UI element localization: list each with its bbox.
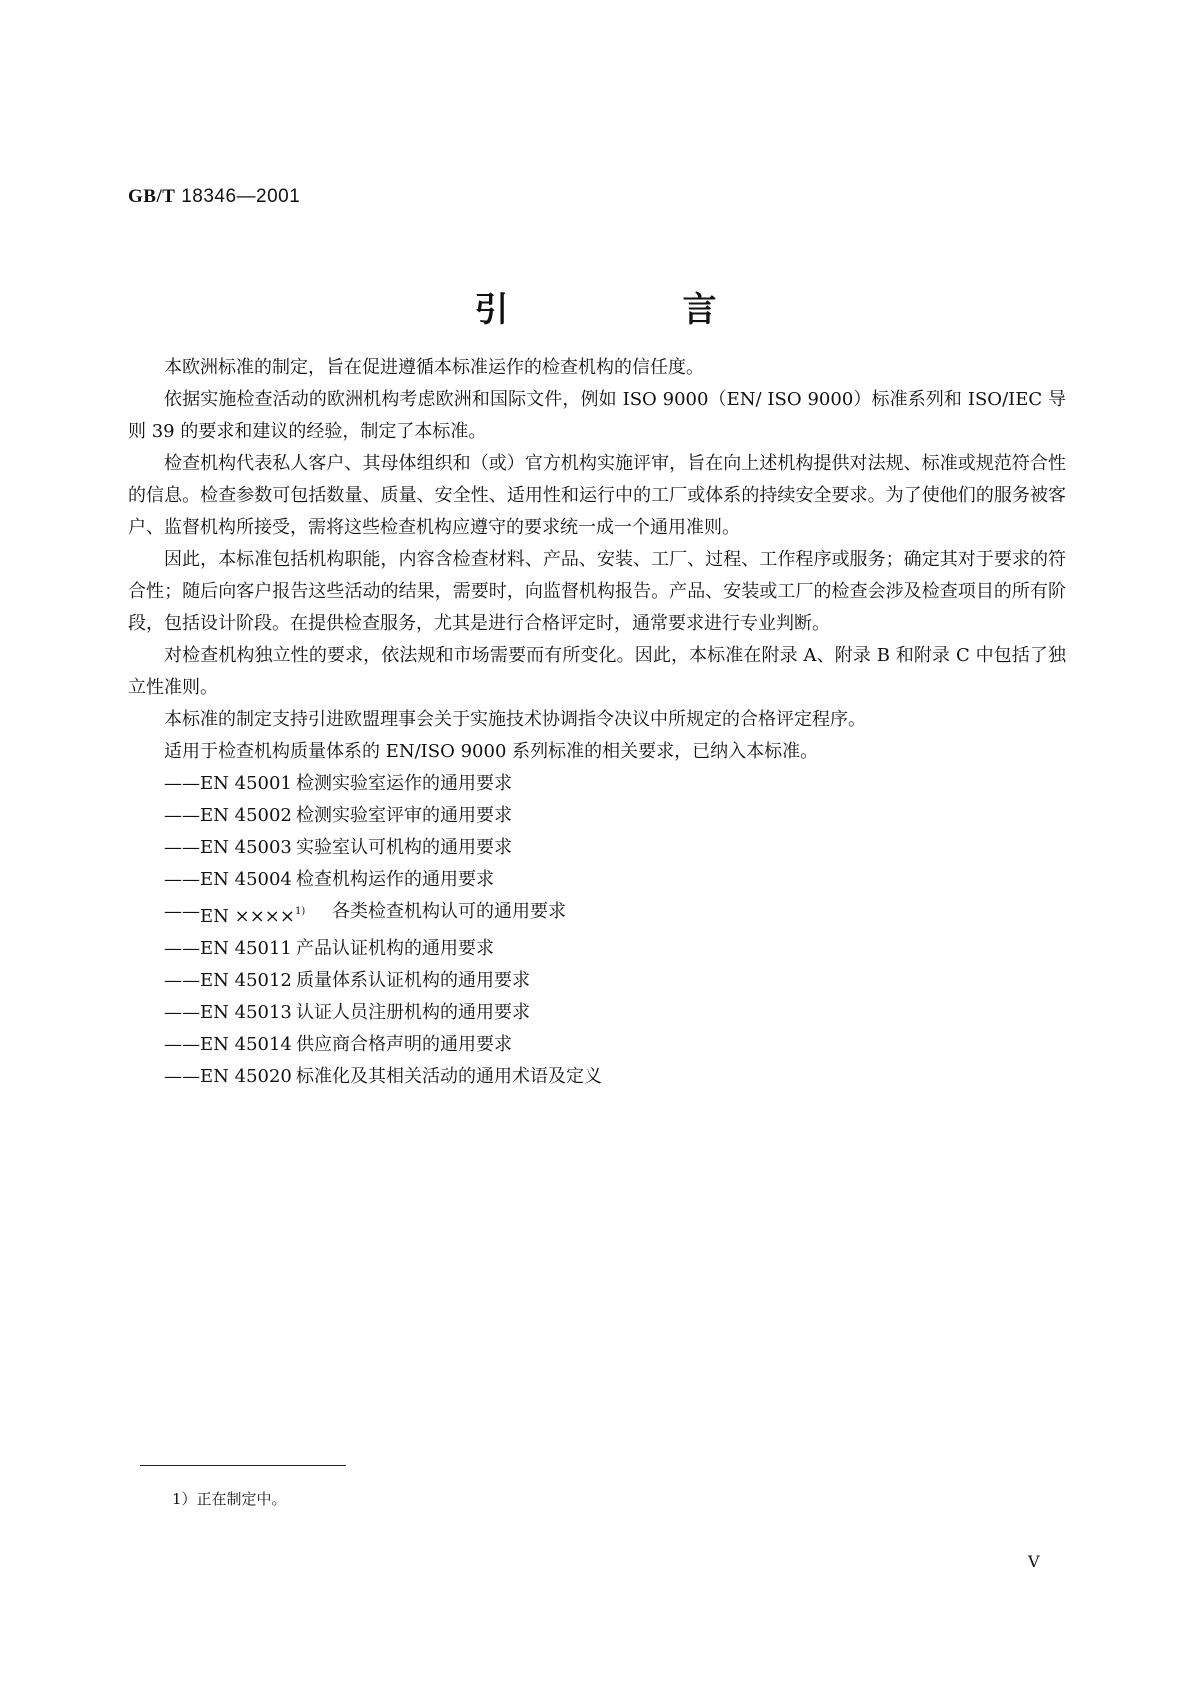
standard-code: GB/T [128,186,176,207]
standard-id: EN 45004 [200,869,292,890]
list-item [128,832,1066,864]
page-number: V [1028,1552,1040,1571]
list-dash: —— [164,869,200,890]
list-item [128,965,1066,997]
standard-id [200,896,332,933]
standard-id: EN 45013 [200,1002,292,1023]
list-item [128,997,1066,1029]
standard-title: 产品认证机构的通用要求 [296,938,494,959]
body-text [128,352,1066,1093]
paragraph: 本欧洲标准的制定，旨在促进遵循本标准运作的检查机构的信任度。 [164,357,704,378]
standard-title: 认证人员注册机构的通用要求 [296,1002,530,1023]
list-dash: —— [164,837,200,858]
standard-title: 质量体系认证机构的通用要求 [296,970,530,991]
footnote-divider [140,1465,346,1466]
standard-title: 各类检查机构认可的通用要求 [332,901,566,922]
standard-id: EN 45011 [200,938,292,959]
paragraph: 本标准的制定支持引进欧盟理事会关于实施技术协调指令决议中所规定的合格评定程序。 [164,709,866,730]
standard-id: EN 45020 [200,1066,292,1087]
list-item [128,896,1066,933]
standard-id: EN 45014 [200,1034,292,1055]
list-item [128,1061,1066,1093]
footnote-marker: 1) [294,906,306,917]
list-dash: —— [164,773,200,794]
list-item [128,1029,1066,1061]
standard-header [128,186,300,208]
list-item [128,800,1066,832]
standard-number: 18346—2001 [181,186,301,207]
list-item [128,768,1066,800]
list-dash: —— [164,970,200,991]
paragraph: 检查机构代表私人客户、其母体组织和（或）官方机构实施评审，旨在向上述机构提供对法规、标准或规范符合性的信息。检查参数可包括数量、质量、安全性、适用性和运行中的工厂或体系的持续安全要求。为了使他们的服务被客户、监督机构所接受，需将这些检查机构应遵守的要求统一成一个通用准则。 [128,453,1066,538]
list-item [128,933,1066,965]
standard-title: 检测实验室运作的通用要求 [296,773,512,794]
list-dash: —— [164,805,200,826]
paragraph: 对检查机构独立性的要求，依法规和市场需要而有所变化。因此，本标准在附录 A、附录 B 和附录 C 中包括了独立性准则。 [128,645,1066,698]
paragraph: 依据实施检查活动的欧洲机构考虑欧洲和国际文件，例如 ISO 9000（EN/ ISO 9000）标准系列和 ISO/IEC 导则 39 的要求和建议的经验，制定了本标准。 [128,389,1066,442]
standard-title: 标准化及其相关活动的通用术语及定义 [296,1066,602,1087]
paragraph: 适用于检查机构质量体系的 EN/ISO 9000 系列标准的相关要求，已纳入本标准。 [164,741,819,762]
list-dash: —— [164,1002,200,1023]
standard-id: EN 45012 [200,970,292,991]
standard-title: 实验室认可机构的通用要求 [296,837,512,858]
footnote: 1）正在制定中。 [172,1490,287,1508]
standards-list [128,768,1066,1093]
list-dash: —— [164,1066,200,1087]
standard-id: EN 45001 [200,773,292,794]
paragraph: 因此，本标准包括机构职能，内容含检查材料、产品、安装、工厂、过程、工作程序或服务；确定其对于要求的符合性；随后向客户报告这些活动的结果，需要时，向监督机构报告。产品、安装或工厂的检查会涉及检查项目的所有阶段，包括设计阶段。在提供检查服务，尤其是进行合格评定时，通常要求进行专业判断。 [128,549,1066,634]
standard-id: EN 45003 [200,837,292,858]
list-item [128,864,1066,896]
list-dash: —— [164,1034,200,1055]
list-dash: —— [164,938,200,959]
standard-id-text: EN ×××× [200,906,295,927]
standard-title: 检测实验室评审的通用要求 [296,805,512,826]
section-title: 引 言 [474,290,787,330]
list-dash: —— [164,901,200,922]
standard-id: EN 45002 [200,805,292,826]
standard-title: 检查机构运作的通用要求 [296,869,494,890]
standard-title: 供应商合格声明的通用要求 [296,1034,512,1055]
